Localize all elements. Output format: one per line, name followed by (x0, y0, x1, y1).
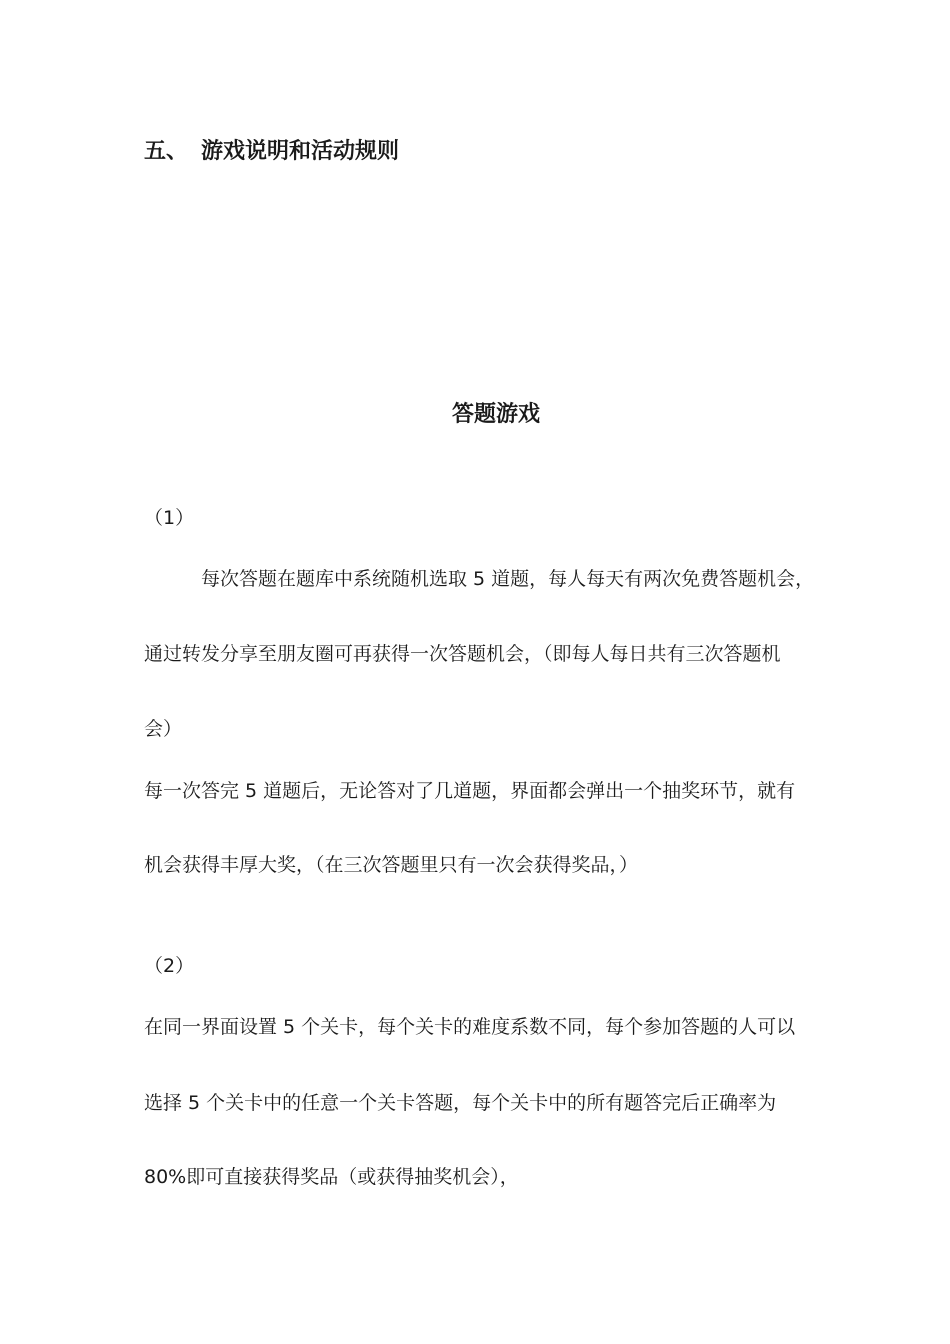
part1-line-5: 机会获得丰厚大奖，（在三次答题里只有一次会获得奖品，） (144, 854, 639, 876)
part1-label: （1） (144, 507, 195, 529)
game-title: 答题游戏 (451, 402, 540, 427)
part2-line-2: 选择 5 个关卡中的任意一个关卡答题，每个关卡中的所有题答完后正确率为 (144, 1092, 777, 1114)
part1-line-2: 通过转发分享至朋友圈可再获得一次答题机会，（即每人每日共有三次答题机 (144, 643, 781, 665)
part2-line-3: 80%即可直接获得奖品（或获得抽奖机会）， (144, 1166, 519, 1188)
section-number: 五、 (144, 139, 189, 164)
part2-label: （2） (144, 955, 195, 977)
part1-line-4: 每一次答完 5 道题后，无论答对了几道题，界面都会弹出一个抽奖环节，就有 (144, 780, 796, 802)
section-title: 游戏说明和活动规则 (201, 139, 400, 164)
part1-line-1: 每次答题在题库中系统随机选取 5 道题，每人每天有两次免费答题机会， (201, 568, 815, 590)
part1-line-3: 会） (144, 718, 183, 740)
part2-line-1: 在同一界面设置 5 个关卡，每个关卡的难度系数不同，每个参加答题的人可以 (144, 1016, 796, 1038)
section-heading (144, 138, 399, 166)
